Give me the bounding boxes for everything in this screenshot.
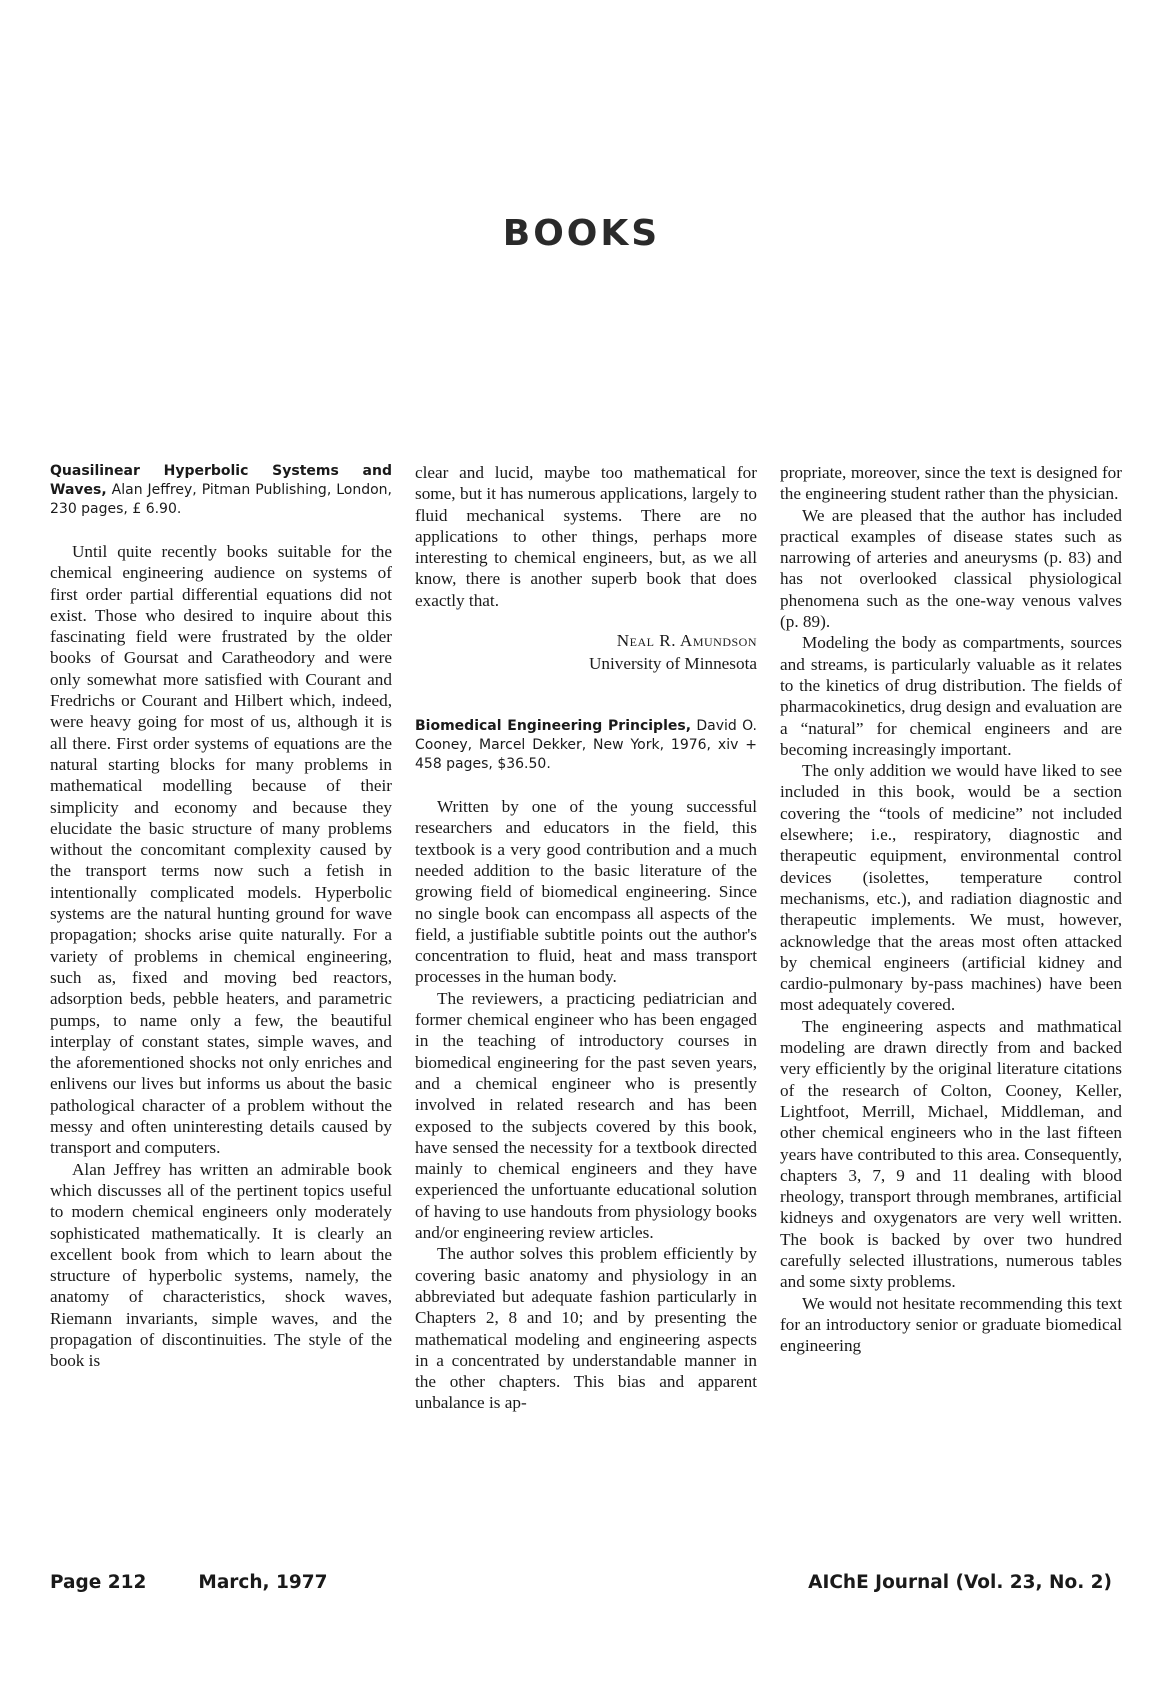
review-1-paragraph: Until quite recently books suitable for the chemical engineering audience on systems of first order partial differential equations did not exist. Those who desired to inquire about this fascinating field were frustrated by the older books of Goursat and Caratheodory and were only somewhat more satisfied with Courant and Fredrichs or Courant and Hilbert which, indeed, were heavy going for most of us, although it is all there. First order systems of equations are the natural starting blocks for many problems in mathematical modelling because of their simplicity and economy and because they elucidate the basic structure of many problems without the concomitant complexity caused by the transport terms now such a fetish in intentionally complicated models. Hyperbolic systems are the natural hunting ground for wave propagation; shocks arise quite naturally. For a variety of problems in chemical engineering, such as, fixed and moving bed reactors, adsorption beds, pebble heaters, and parametric pumps, to name only a few, the beautiful interplay of constant states, simple waves, and the aforementioned shocks not only enriches and enlivens our lives but informs us about the basic pathological character of a problem without the messy and often uninteresting details caused by transport and computers. (50, 542, 392, 1158)
page-number: Page 212 (50, 1572, 147, 1593)
review-2-paragraph: We would not hesitate recommending this text for an introductory senior or graduate biomedical engineering (780, 1293, 1122, 1356)
review-2-book-title: Biomedical Engineering Principles, (415, 718, 692, 735)
review-2-paragraph: We are pleased that the author has included practical examples of disease states such as narrowing of arteries and aneurysms (p. 83) and has not overlooked classical physiological phenomena such as the one-way venous valves (p. 89). (780, 505, 1122, 632)
review-1-paragraph-continued: clear and lucid, maybe too mathematical for some, but it has numerous applications, largely to fluid mechanical systems. There are no applications to other things, perhaps more interesting to chemical engineers, but, as we all know, there is another superb book that does exactly that. (415, 463, 757, 610)
review-2-paragraph: The engineering aspects and mathmatical modeling are drawn directly from and backed very efficiently by the original literature citations of the research of Colton, Cooney, Keller, Lightfoot, Merrill, Michael, Middleman, and other chemical engineers who in the last fifteen years have contributed to this area. Consequently, chapters 3, 7, 9 and 11 dealing with blood rheology, transport through membranes, artificial kidneys and oxygenators are very well written. The book is backed by over two hundred carefully selected illustrations, numerous tables and some sixty problems. (780, 1016, 1122, 1292)
review-1-book-details: Alan Jeffrey, Pitman Publishing, London, 230 pages, £ 6.90. (50, 482, 393, 517)
review-1-book-title: Quasilinear Hyperbolic Systems and Waves, (50, 463, 392, 498)
issue-date: March, 1977 (198, 1572, 328, 1593)
review-1-signature (415, 629, 757, 675)
column-2 (415, 462, 757, 1414)
journal-citation: AIChE Journal (Vol. 23, No. 2) (808, 1572, 1112, 1593)
review-2-paragraph: The reviewers, a practicing pediatrician and former chemical engineer who has been engaged in the teaching of introductory courses in biomedical engineering for the past seven years, and a chemical engineer who is presently involved in related research and has been exposed to the subjects covered by this book, have sensed the necessity for a textbook directed mainly to chemical engineers and they have experienced the unfortuante educational solution of having to use handouts from physiology books and/or engineering review articles. (415, 988, 757, 1243)
page-footer (50, 1572, 1112, 1593)
column-3 (780, 462, 1122, 1356)
reviewer-name: Neal R. Amundson (616, 631, 757, 651)
reviewer-affiliation: University of Minnesota (588, 654, 757, 674)
review-1-heading (50, 462, 392, 519)
review-1-paragraph: Alan Jeffrey has written an admirable book which discusses all of the pertinent topics useful to modern chemical engineers only moderately sophisticated mathematically. It is clearly an excellent book from which to learn about the structure of hyperbolic systems, namely, the anatomy of characteristics, shock waves, Riemann invariants, simple waves, and the propagation of discontinuities. The style of the book is (50, 1159, 392, 1371)
review-2-paragraph: The author solves this problem efficiently by covering basic anatomy and physiology in an abbreviated but adequate fashion particularly in Chapters 2, 8 and 10; and by presenting the mathematical modeling and engineering aspects in a concentrated by understandable manner in the other chapters. This bias and apparent unbalance is ap- (415, 1244, 757, 1413)
review-2-paragraph: Written by one of the young successful researchers and educators in the field, this textbook is a very good contribution and a much needed addition to the basic literature of the growing field of biomedical engineering. Since no single book can encompass all aspects of the field, a justifiable subtitle points out the author's concentration to fluid, heat and mass transport processes in the human body. (415, 797, 757, 987)
review-2-paragraph: Modeling the body as compartments, sources and streams, is particularly valuable as it relates to the kinetics of drug distribution. The fields of pharmacokinetics, drug design and evaluation are a “natural” for chemical engineers and are becoming increasingly important. (780, 633, 1122, 759)
column-1 (50, 462, 392, 1372)
review-2-book-details: David O. Cooney, Marcel Dekker, New York, 1976, xiv + 458 pages, $36.50. (415, 718, 758, 773)
section-title: BOOKS (502, 213, 661, 254)
review-2-heading (415, 717, 757, 774)
review-2-paragraph: The only addition we would have liked to see included in this book, would be a section covering the “tools of medicine” not included elsewhere; i.e., respiratory, diagnostic and therapeutic equipment, environmental control devices (isolettes, temperature control mechanisms, etc.), and radiation diagnostic and therapeutic implements. We must, however, acknowledge that the areas most often attacked by chemical engineers (artificial kidney and cardio-pulmonary by-pass machines) have been most adequately covered. (780, 761, 1122, 1015)
review-2-paragraph-continued: propriate, moreover, since the text is designed for the engineering student rather than the physician. (780, 463, 1122, 504)
